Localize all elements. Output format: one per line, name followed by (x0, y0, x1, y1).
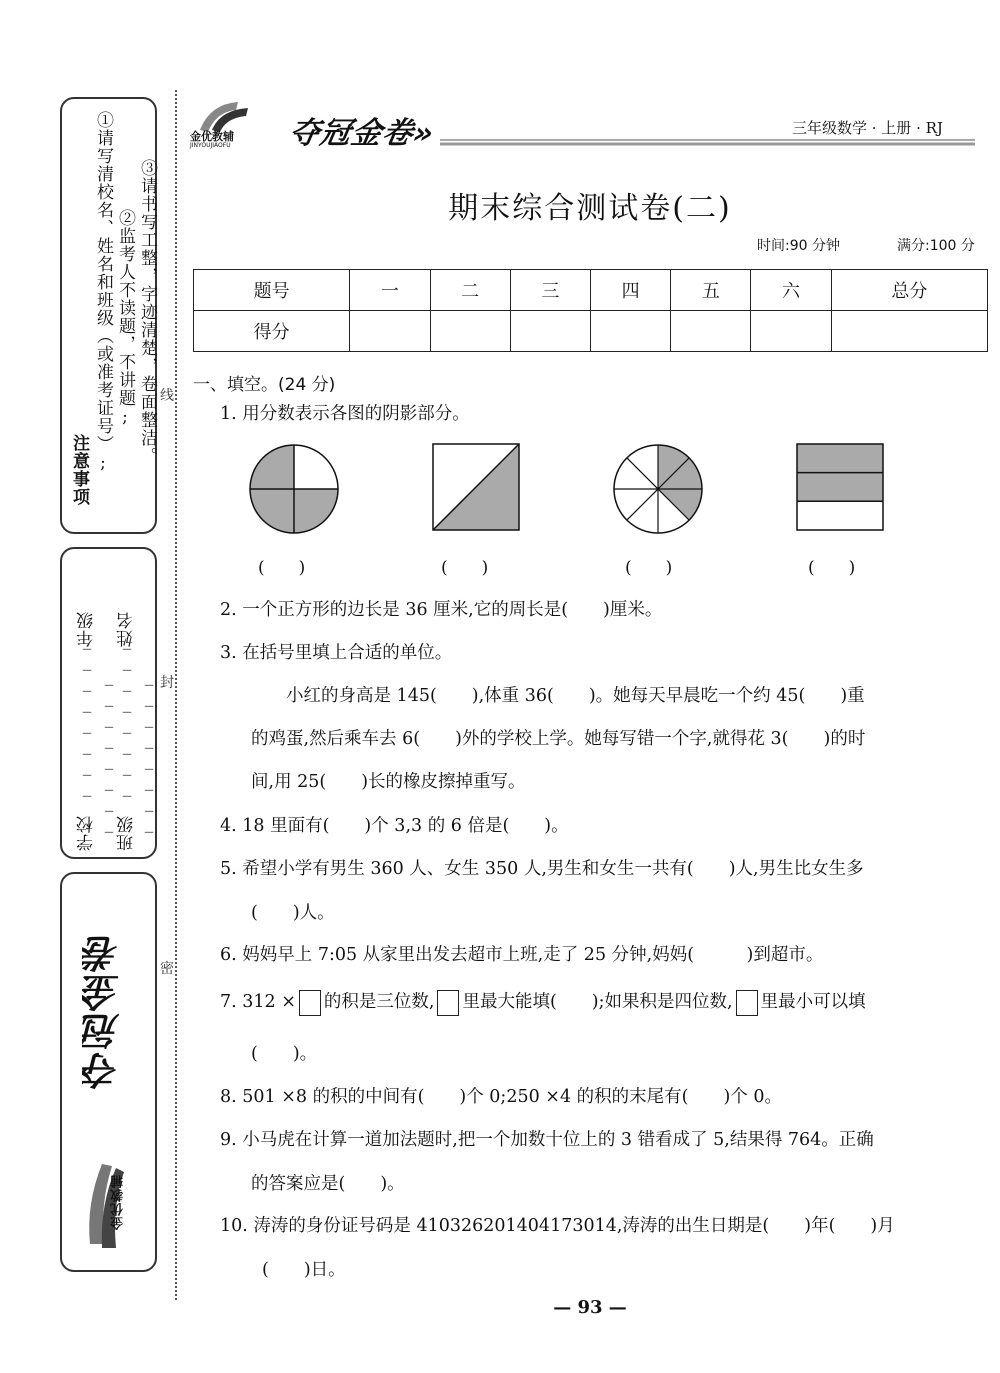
answer-blank-1[interactable]: ( ) (258, 558, 306, 578)
page-number: — 93 — (553, 1297, 627, 1318)
question-7-line-2: ( )。 (251, 1044, 318, 1064)
brand-title: 夺冠金卷» (286, 116, 437, 151)
question-3-line-2: 的鸡蛋,然后乘车去 6( )外的学校上学。她每写错一个字,就得花 3( )的时 (251, 729, 866, 749)
notice-line-2: ②监考人不读题，不讲题; (115, 209, 135, 428)
score-field[interactable] (350, 311, 430, 352)
answer-blank-2[interactable]: ( ) (441, 558, 489, 578)
notice-heading: 注意事项 (69, 434, 89, 506)
digit-box[interactable] (437, 990, 459, 1016)
table-cell: 六 (751, 270, 831, 311)
notice-line-1: ①请写清校名、姓名和班级（或准考证号）; (93, 111, 113, 474)
header-rule (440, 138, 975, 148)
question-6: 6. 妈妈早上 7:05 从家里出发去超市上班,走了 25 分钟,妈妈( )到超市。 (220, 945, 824, 965)
cut-mark-line: 线 (160, 388, 174, 404)
publisher-logo (190, 98, 262, 152)
score-field[interactable] (590, 311, 670, 352)
digit-box[interactable] (736, 990, 758, 1016)
question-5-line-2: ( )人。 (251, 903, 335, 923)
question-7-part-c: 里最大能填( );如果积是四位数, (462, 992, 733, 1012)
page-title: 期末综合测试卷(二) (448, 191, 732, 226)
table-row (194, 311, 988, 352)
notice-box (60, 97, 157, 534)
school-grade-line: 学校________年级________ (77, 611, 119, 851)
score-field[interactable] (831, 311, 987, 352)
cut-line (175, 90, 177, 1300)
notice-line-3: ③请书写工整，字迹清楚，卷面整洁。 (137, 159, 157, 465)
brand-box (60, 872, 157, 1272)
score-table (193, 269, 988, 352)
answer-blank-3[interactable]: ( ) (625, 558, 673, 578)
table-row (194, 270, 988, 311)
question-3: 3. 在括号里填上合适的单位。 (220, 643, 453, 663)
figure-rectangle-thirds (794, 441, 886, 533)
question-7-part-d: 里最小可以填 (760, 992, 866, 1012)
cut-mark-secret: 密 (160, 961, 174, 977)
question-7 (220, 988, 866, 1016)
question-2: 2. 一个正方形的边长是 36 厘米,它的周长是( )厘米。 (220, 600, 663, 620)
table-cell: 总分 (831, 270, 987, 311)
table-cell: 四 (590, 270, 670, 311)
figure-square-diagonal (430, 441, 522, 533)
brand-small-logo (82, 1144, 132, 1254)
full-score: 满分:100 分 (897, 238, 975, 254)
class-name-line: 班级________姓名________ (117, 611, 159, 851)
question-9-line-2: 的答案应是( )。 (251, 1174, 405, 1194)
time-limit: 时间:90 分钟 (757, 238, 840, 254)
table-cell: 五 (671, 270, 751, 311)
question-5: 5. 希望小学有男生 360 人、女生 350 人,男生和女生一共有( )人,男生比女生多 (220, 859, 864, 879)
question-10: 10. 涛涛的身份证号码是 410326201404173014,涛涛的出生日期是( )年( )月 (220, 1216, 895, 1236)
question-3-line-1: 小红的身高是 145( ),体重 36( )。她每天早晨吃一个约 45( )重 (251, 686, 865, 706)
question-7-part-b: 的积是三位数, (323, 992, 435, 1012)
score-field[interactable] (430, 311, 510, 352)
question-3-line-3: 间,用 25( )长的橡皮擦掉重写。 (251, 772, 526, 792)
brand-small-text: 金优教辅 (111, 1174, 126, 1230)
student-info-box (60, 547, 157, 859)
table-cell: 二 (430, 270, 510, 311)
question-4: 4. 18 里面有( )个 3,3 的 6 倍是( )。 (220, 816, 569, 836)
question-1: 1. 用分数表示各图的阴影部分。 (220, 404, 470, 424)
section-heading: 一、填空。(24 分) (193, 375, 336, 395)
question-9: 9. 小马虎在计算一道加法题时,把一个加数十位上的 3 错看成了 5,结果得 764。正确 (220, 1130, 874, 1150)
score-field[interactable] (510, 311, 590, 352)
score-field[interactable] (751, 311, 831, 352)
question-7-part-a: 7. 312 × (220, 992, 296, 1012)
figure-circle-eighths (612, 443, 704, 535)
brand-logo-vertical (80, 934, 140, 1134)
logo-text: 金优教辅 (190, 130, 234, 143)
question-8: 8. 501 ×8 的积的中间有( )个 0;250 ×4 的积的末尾有( )个 0。 (220, 1087, 783, 1107)
table-cell: 题号 (194, 270, 350, 311)
score-field[interactable] (671, 311, 751, 352)
figure-circle-quarters (248, 443, 340, 535)
table-cell: 三 (510, 270, 590, 311)
cut-mark-seal: 封 (160, 675, 174, 691)
logo-subtext: JINYOUJIAOFU (190, 142, 231, 149)
grade-label: 三年级数学 · 上册 · RJ (792, 119, 943, 137)
brand-text-vertical: 夺冠金卷 (82, 934, 126, 1090)
table-cell: 得分 (194, 311, 350, 352)
table-cell: 一 (350, 270, 430, 311)
answer-blank-4[interactable]: ( ) (808, 558, 856, 578)
digit-box[interactable] (299, 990, 321, 1016)
question-10-line-2: ( )日。 (262, 1260, 346, 1280)
